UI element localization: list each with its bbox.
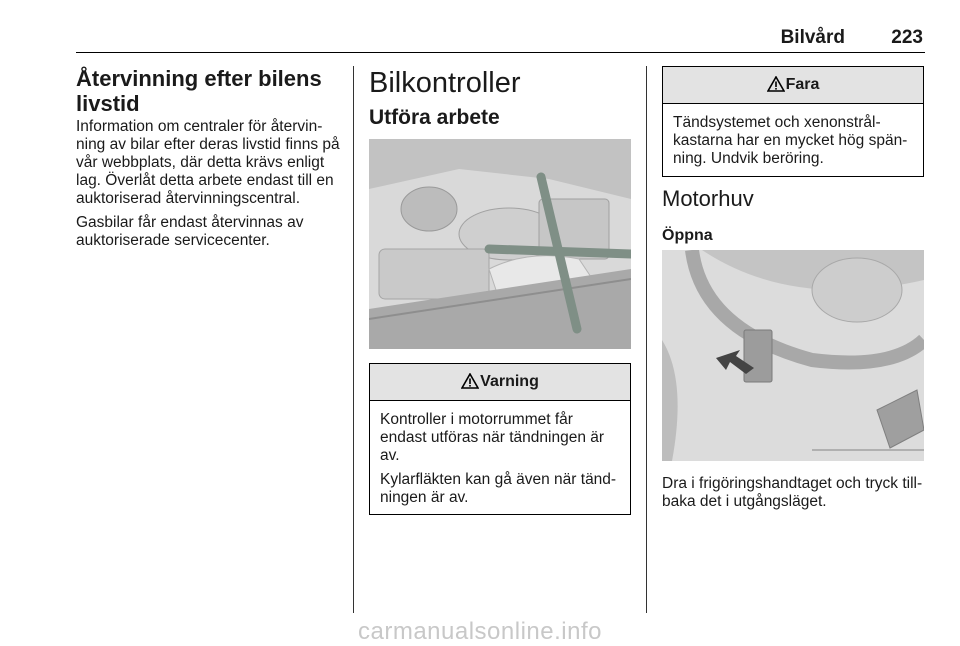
warning-triangle-icon [461,373,479,389]
open-subheading: Öppna [662,227,713,244]
danger-header [663,67,923,104]
danger-title: Fara [785,76,820,93]
recycling-paragraph-1: Information om centraler för återvin-ning av bilar efter deras livstid finns på vår webbplats, där detta krävs enligt lag. Överlåt detta arbete endast till en auktoriserad återvinningscentral. [76,118,340,207]
recycling-paragraph-2: Gasbilar får endast återvinnas av auktoriserade servicecenter. [76,214,304,249]
hood-caption-block [662,475,924,511]
warning-triangle-icon [767,76,785,92]
warning-box [369,363,631,515]
warning-paragraph-2: Kylarfläkten kan gå även när tänd-ningen är av. [380,471,617,506]
checks-heading: Bilkontroller [369,67,521,99]
danger-text: Tändsystemet och xenonstrål-kastarna har en mycket hög spän-ning. Undvik beröring. [673,114,908,167]
warning-title: Varning [480,373,539,390]
warning-header [370,364,630,401]
hood-heading: Motorhuv [662,186,754,211]
section-title: Bilvård [780,27,845,48]
page-header [76,24,925,53]
page-number: 223 [891,27,923,48]
danger-box [662,66,924,177]
watermark: carmanualsonline.info [358,618,602,645]
column-checks [369,66,631,130]
column-divider-2 [646,66,647,613]
hood-caption: Dra i frigöringshandtaget och tryck till-baka det i utgångsläget. [662,475,923,510]
hood-section [662,186,924,245]
hood-release-illustration [662,250,924,461]
engine-bay-illustration [369,139,631,349]
column-divider-1 [353,66,354,613]
column-recycling [76,66,346,250]
warning-paragraph-1: Kontroller i motorrummet får endast utföras när tändningen är av. [380,411,605,464]
work-subheading: Utföra arbete [369,106,500,129]
recycling-heading: Återvinning efter bilens livstid [76,66,322,116]
